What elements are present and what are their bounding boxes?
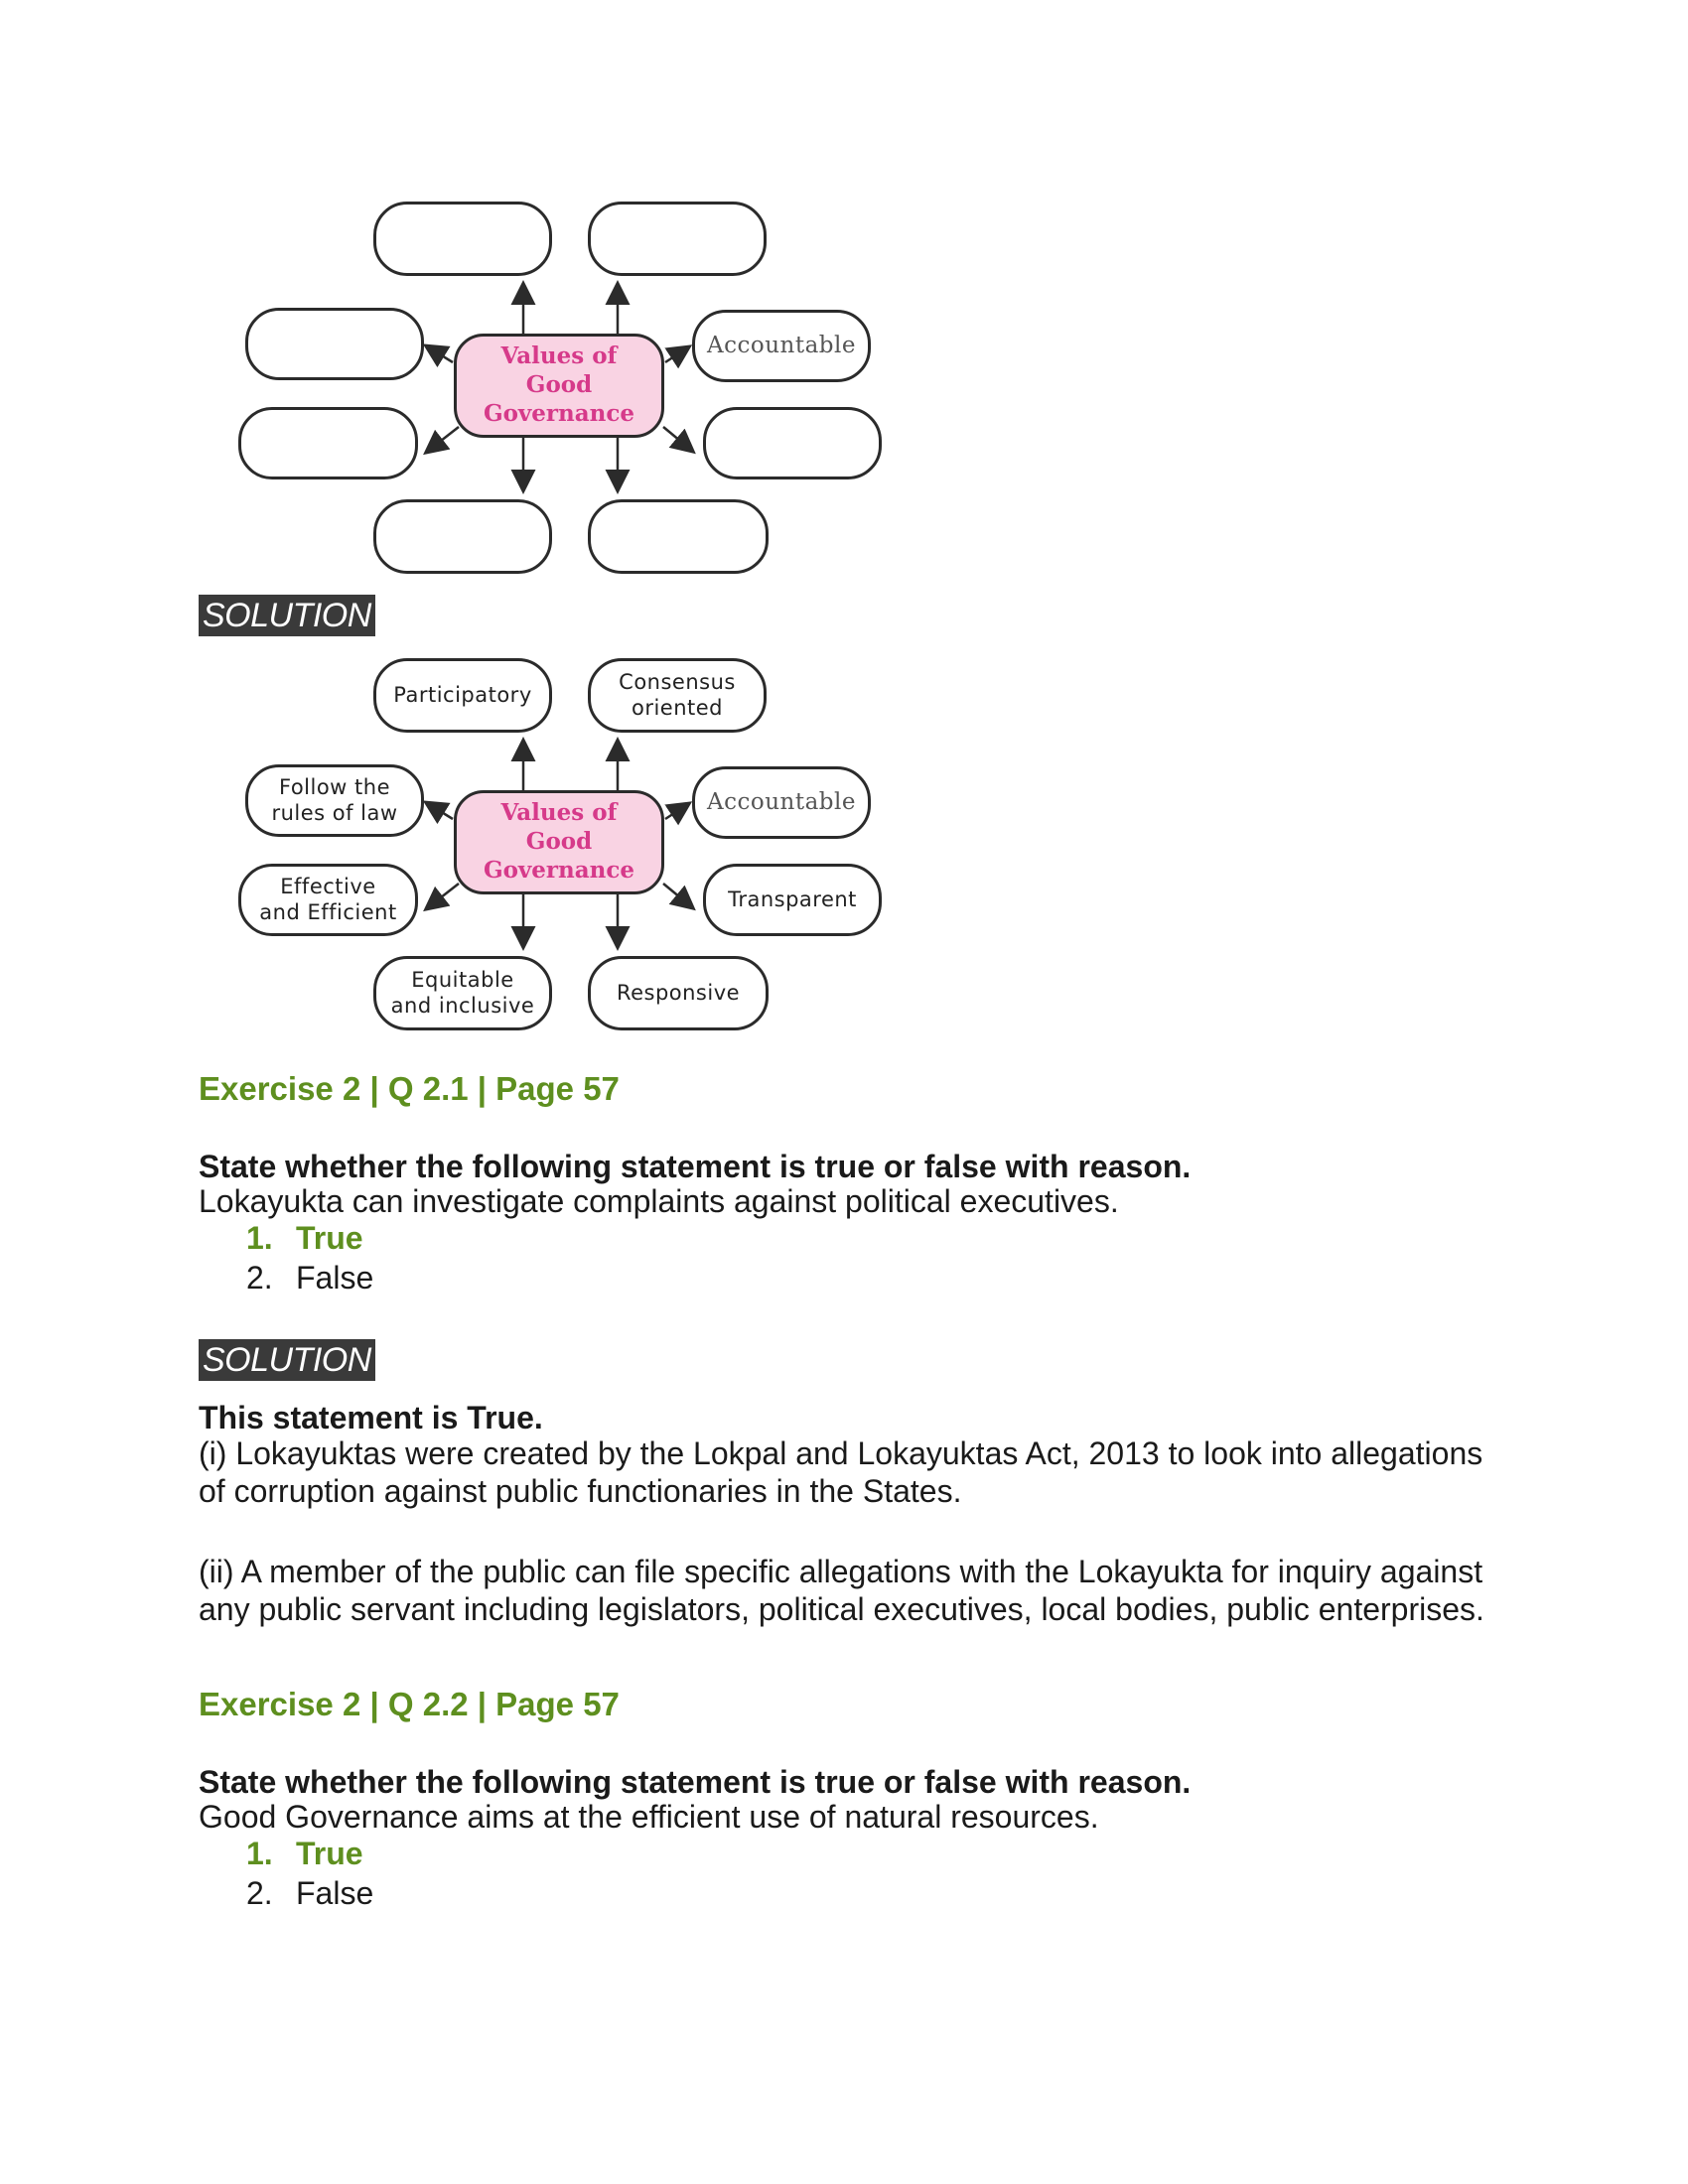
diagram-node-consensus: Consensus oriented	[588, 658, 767, 733]
diagram-node-effective: Effective and Efficient	[238, 864, 418, 936]
arrow-lower-left	[427, 884, 459, 908]
arrow-upper-left	[427, 803, 453, 819]
diagram-center-node: Values of Good Governance	[454, 334, 664, 438]
diagram-node-transparent: Transparent	[703, 864, 882, 936]
exercise-heading-q2-2[interactable]: Exercise 2 | Q 2.2 | Page 57	[199, 1686, 620, 1722]
diagram-node-lower-left	[238, 407, 418, 479]
answer-paragraph-2: (ii) A member of the public can file specific allegations with the Lokayukta for inquiry against any public servant including legislators, political executives, local bodies, public enterprises.	[199, 1554, 1484, 1627]
option-true: 1. True	[246, 1836, 363, 1871]
exercise-heading-q2-1[interactable]: Exercise 2 | Q 2.1 | Page 57	[199, 1070, 620, 1107]
diagram-node-bottom-right	[588, 499, 769, 574]
diagram-node-rules-of-law: Follow the rules of law	[245, 764, 424, 837]
diagram-center-node: Values of Good Governance	[454, 790, 664, 894]
diagram-node-equitable: Equitable and inclusive	[373, 956, 552, 1030]
solution-label: SOLUTION	[199, 595, 375, 636]
option-true: 1. True	[246, 1220, 363, 1256]
option-false: 2. False	[246, 1875, 374, 1911]
arrow-upper-left	[427, 346, 453, 362]
arrow-upper-right	[665, 804, 688, 819]
diagram-node-top-right	[588, 202, 767, 276]
diagram-node-top-left	[373, 202, 552, 276]
solution-label: SOLUTION	[199, 1339, 375, 1381]
question-prompt: State whether the following statement is true or false with reason.	[199, 1764, 1192, 1800]
diagram-node-accountable: Accountable	[692, 766, 871, 839]
diagram-node-participatory: Participatory	[373, 658, 552, 733]
question-statement: Lokayukta can investigate complaints against political executives.	[199, 1183, 1119, 1219]
arrow-lower-right	[663, 427, 692, 451]
diagram-node-upper-right: Accountable	[692, 310, 871, 382]
diagram-node-bottom-left	[373, 499, 552, 574]
answer-verdict: This statement is True.	[199, 1400, 543, 1435]
option-false: 2. False	[246, 1260, 374, 1296]
diagram-node-lower-right	[703, 407, 882, 479]
diagram-node-upper-left	[245, 308, 424, 380]
diagram-node-responsive: Responsive	[588, 956, 769, 1030]
arrow-upper-right	[665, 347, 688, 362]
arrow-lower-left	[427, 427, 459, 452]
question-statement: Good Governance aims at the efficient use of natural resources.	[199, 1799, 1099, 1835]
question-prompt: State whether the following statement is true or false with reason.	[199, 1149, 1192, 1184]
answer-paragraph-1: (i) Lokayuktas were created by the Lokpal and Lokayuktas Act, 2013 to look into allegations of corruption against public functionaries in the States.	[199, 1435, 1483, 1509]
arrow-lower-right	[663, 884, 692, 907]
